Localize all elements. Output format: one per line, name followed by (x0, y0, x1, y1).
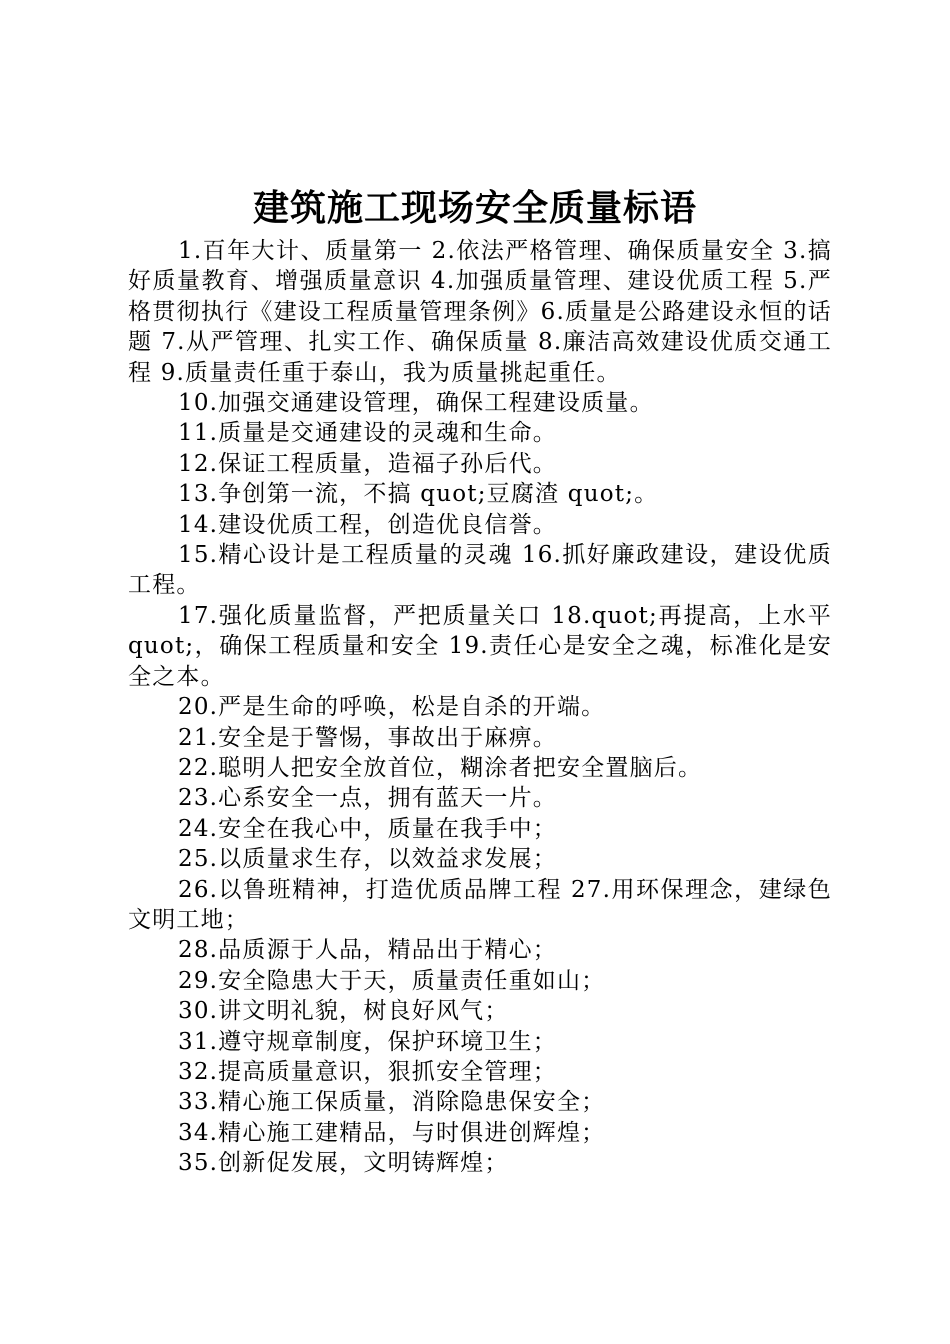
paragraph: 1.百年大计、质量第一 2.依法严格管理、确保质量安全 3.搞好质量教育、增强质量意识 4.加强质量管理、建设优质工程 5.严格贯彻执行《建设工程质量管理条例》6.质量是公路建设永恒的话题 7.从严管理、扎实工作、确保质量 8.廉洁高效建设优质交通工程 9.质量责任重于泰山，我为质量挑起重任。 (128, 238, 832, 386)
paragraph: 20.严是生命的呼唤，松是自杀的开端。 (178, 694, 606, 721)
paragraph: 17.强化质量监督，严把质量关口 18.quot;再提高，上水平 quot;，确保工程质量和安全 19.责任心是安全之魂，标准化是安全之本。 (128, 602, 832, 690)
paragraph: 28.品质源于人品，精品出于精心； (178, 937, 557, 964)
paragraph: 30.讲文明礼貌，树良好风气； (178, 998, 509, 1025)
paragraph: 11.质量是交通建设的灵魂和生命。 (178, 420, 557, 447)
paragraph: 21.安全是于警惕，事故出于麻痹。 (178, 724, 557, 751)
paragraph: 24.安全在我心中，质量在我手中； (178, 815, 557, 842)
paragraph: 31.遵守规章制度，保护环境卫生； (178, 1028, 557, 1055)
document-body (128, 236, 832, 1179)
paragraph: 35.创新促发展，文明铸辉煌； (178, 1150, 509, 1177)
paragraph: 23.心系安全一点，拥有蓝天一片。 (178, 785, 557, 812)
paragraph: 32.提高质量意识，狠抓安全管理； (178, 1058, 557, 1085)
paragraph: 13.争创第一流，不搞 quot;豆腐渣 quot;。 (178, 481, 659, 508)
paragraph: 26.以鲁班精神，打造优质品牌工程 27.用环保理念，建绿色文明工地； (128, 876, 832, 933)
paragraph: 33.精心施工保质量，消除隐患保安全； (178, 1089, 606, 1116)
paragraph: 14.建设优质工程，创造优良信誉。 (178, 511, 557, 538)
paragraph: 29.安全隐患大于天，质量责任重如山； (178, 967, 606, 994)
paragraph: 10.加强交通建设管理，确保工程建设质量。 (178, 390, 654, 417)
paragraph: 12.保证工程质量，造福子孙后代。 (178, 450, 557, 477)
paragraph: 15.精心设计是工程质量的灵魂 16.抓好廉政建设，建设优质工程。 (128, 542, 832, 599)
paragraph: 25.以质量求生存，以效益求发展； (178, 846, 557, 873)
paragraph: 34.精心施工建精品，与时俱进创辉煌； (178, 1119, 606, 1146)
document-title: 建筑施工现场安全质量标语 (252, 187, 697, 229)
paragraph: 22.聪明人把安全放首位，糊涂者把安全置脑后。 (178, 754, 703, 781)
